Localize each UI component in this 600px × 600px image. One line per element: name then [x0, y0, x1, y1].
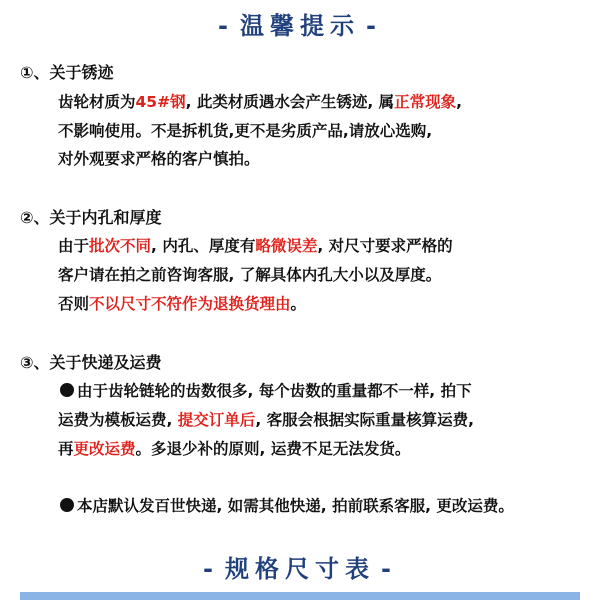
body-text: , 客服会根据实际重量核算运费, — [255, 411, 474, 429]
header-title — [0, 6, 600, 41]
body-text: 。多退少补的原则, 运费不足无法发货。 — [135, 440, 411, 458]
section-line — [58, 119, 432, 141]
section-line — [60, 494, 514, 516]
body-text: 再 — [58, 440, 74, 458]
body-text: 客户请在拍之前咨询客服, 了解具体内孔大小以及厚度。 — [58, 266, 442, 284]
body-text: , 内孔、厚度有 — [151, 237, 256, 255]
bullet-icon — [60, 498, 74, 512]
body-text: 本店默认发百世快递, 如需其他快递, 拍前联系客服, 更改运费。 — [77, 497, 514, 515]
section-line — [58, 263, 441, 285]
body-text: , 此类材质遇水会产生锈迹, 属 — [185, 93, 395, 111]
highlight-text: 提交订单后 — [177, 411, 256, 429]
highlight-text: 更改运费 — [73, 440, 136, 458]
body-text: 由于 — [58, 237, 90, 255]
section-line — [58, 147, 260, 169]
body-text: 齿轮材质为 — [58, 93, 136, 111]
footer-title-text: 规格尺寸表 — [225, 555, 375, 583]
header-dash-left: - — [218, 12, 234, 40]
footer-title — [0, 549, 600, 584]
body-text: 由于齿轮链轮的齿数很多, 每个齿数的重量都不一样, 拍下 — [77, 382, 472, 400]
highlight-text: 不以尺寸不符作为退换货理由 — [89, 295, 291, 313]
body-text: 不影响使用。不是拆机货,更不是劣质产品,请放心选购, — [58, 122, 433, 140]
footer-dash-left: - — [203, 555, 219, 583]
body-text: 否则 — [58, 295, 90, 313]
section-line — [58, 90, 462, 112]
header-title-text: 温馨提示 — [240, 12, 360, 40]
body-text: , 对尺寸要求严格的 — [317, 237, 453, 255]
section-line — [58, 234, 453, 256]
bullet-icon — [60, 383, 74, 397]
section-title: ②、关于内孔和厚度 — [20, 208, 162, 227]
section-line — [58, 437, 410, 459]
body-text: 。 — [290, 295, 307, 313]
highlight-text: 45#钢 — [135, 93, 186, 111]
section-line — [58, 408, 474, 430]
table-header-bar — [20, 592, 580, 600]
body-text: , — [456, 93, 463, 111]
body-text: 运费为模板运费, — [58, 411, 178, 429]
highlight-text: 略微误差 — [255, 237, 318, 255]
highlight-text: 正常现象 — [394, 93, 457, 111]
section-title: ①、关于锈迹 — [20, 63, 114, 82]
section-line — [58, 292, 306, 314]
section-line — [60, 379, 472, 401]
highlight-text: 批次不同 — [89, 237, 152, 255]
section-title: ③、关于快递及运费 — [20, 353, 162, 372]
header-dash-right: - — [366, 12, 382, 40]
body-text: 对外观要求严格的客户慎拍。 — [58, 150, 260, 168]
footer-dash-right: - — [381, 555, 397, 583]
